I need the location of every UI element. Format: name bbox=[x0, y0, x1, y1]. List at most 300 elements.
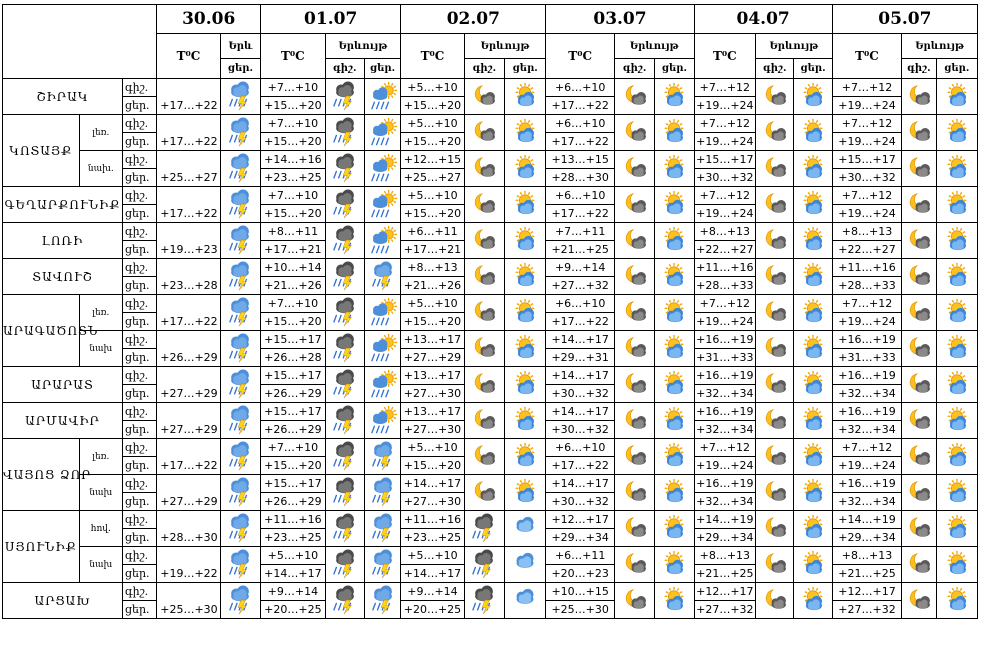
sun-cloud-icon bbox=[505, 475, 546, 511]
day-label: ցեր. bbox=[122, 169, 156, 187]
night-label: գիշ. bbox=[122, 331, 156, 349]
sub-zone-label: նախ bbox=[79, 475, 122, 511]
rain-thunder-icon bbox=[220, 367, 260, 403]
moon-cloud-icon bbox=[464, 259, 504, 295]
moon-cloud-icon bbox=[902, 295, 936, 331]
night-temperature: +16…+19 bbox=[694, 331, 756, 349]
sun-rain-icon bbox=[364, 331, 400, 367]
region-name: ՇԻՐԱԿ bbox=[3, 79, 123, 115]
thunderstorm-icon bbox=[325, 403, 364, 439]
night-temperature: +14…+17 bbox=[546, 475, 615, 493]
night-temperature: +14…+17 bbox=[546, 403, 615, 421]
moon-cloud-icon bbox=[464, 367, 504, 403]
moon-cloud-icon bbox=[464, 475, 504, 511]
rain-thunder-icon bbox=[364, 259, 400, 295]
day-temperature: +20…+25 bbox=[401, 601, 465, 619]
corner-cell bbox=[3, 5, 157, 79]
moon-cloud-icon bbox=[756, 331, 794, 367]
date-header: 02.07 bbox=[401, 5, 546, 34]
moon-cloud-icon bbox=[902, 403, 936, 439]
moon-cloud-icon bbox=[464, 115, 504, 151]
night-temperature: +16…+19 bbox=[832, 403, 902, 421]
temp-header: T⁰C bbox=[157, 34, 221, 79]
moon-cloud-icon bbox=[902, 187, 936, 223]
night-temperature: +11…+16 bbox=[694, 259, 756, 277]
moon-cloud-icon bbox=[464, 331, 504, 367]
night-temperature: +7…+12 bbox=[694, 439, 756, 457]
table-row bbox=[3, 187, 978, 205]
sun-cloud-icon bbox=[505, 259, 546, 295]
sun-cloud-icon bbox=[794, 331, 832, 367]
night-temperature: +13…+17 bbox=[401, 403, 465, 421]
day-temperature: +19…+24 bbox=[694, 133, 756, 151]
night-temperature: +6…+11 bbox=[546, 547, 615, 565]
sun-cloud-icon bbox=[505, 439, 546, 475]
night-temperature: +7…+12 bbox=[694, 295, 756, 313]
night-temperature: +7…+10 bbox=[261, 295, 326, 313]
night-temperature: +5…+10 bbox=[401, 295, 465, 313]
day-temperature: +27…+29 bbox=[157, 475, 221, 511]
temp-header: T⁰C bbox=[401, 34, 465, 79]
sun-cloud-icon bbox=[936, 511, 977, 547]
night-subheader: գիշ. bbox=[902, 59, 936, 79]
night-label: գիշ. bbox=[122, 259, 156, 277]
sun-cloud-icon bbox=[794, 115, 832, 151]
night-temperature: +7…+12 bbox=[694, 79, 756, 97]
region-name: ԱՐԱՐԱՏ bbox=[3, 367, 123, 403]
moon-cloud-icon bbox=[614, 511, 654, 547]
rain-thunder-icon bbox=[220, 115, 260, 151]
night-temperature: +15…+17 bbox=[261, 403, 326, 421]
day-temperature: +27…+30 bbox=[401, 493, 465, 511]
day-temperature: +15…+20 bbox=[401, 97, 465, 115]
day-temperature: +27…+29 bbox=[157, 367, 221, 403]
thunderstorm-icon bbox=[325, 331, 364, 367]
night-temperature: +16…+19 bbox=[832, 475, 902, 493]
night-temperature: +11…+16 bbox=[832, 259, 902, 277]
day-temperature: +29…+34 bbox=[546, 529, 615, 547]
night-temperature: +14…+19 bbox=[694, 511, 756, 529]
moon-cloud-icon bbox=[464, 403, 504, 439]
moon-cloud-icon bbox=[614, 367, 654, 403]
sun-cloud-icon bbox=[655, 547, 694, 583]
cloud-rain-icon bbox=[505, 511, 546, 547]
night-temperature: +5…+10 bbox=[261, 547, 326, 565]
moon-cloud-icon bbox=[756, 547, 794, 583]
sun-rain-icon bbox=[364, 115, 400, 151]
sun-rain-icon bbox=[364, 79, 400, 115]
sun-cloud-icon bbox=[936, 79, 977, 115]
night-temperature: +7…+11 bbox=[546, 223, 615, 241]
sun-cloud-icon bbox=[655, 115, 694, 151]
moon-cloud-icon bbox=[902, 475, 936, 511]
rain-thunder-icon bbox=[220, 511, 260, 547]
day-temperature: +19…+24 bbox=[694, 313, 756, 331]
table-row bbox=[3, 223, 978, 241]
night-temperature: +6…+10 bbox=[546, 295, 615, 313]
sub-zone-label: հով. bbox=[79, 511, 122, 547]
sun-cloud-icon bbox=[505, 79, 546, 115]
sun-cloud-icon bbox=[794, 259, 832, 295]
day-temperature: +19…+24 bbox=[832, 313, 902, 331]
sun-cloud-icon bbox=[505, 295, 546, 331]
moon-cloud-icon bbox=[902, 115, 936, 151]
night-label: գիշ. bbox=[122, 475, 156, 493]
moon-cloud-icon bbox=[614, 259, 654, 295]
day-temperature: +30…+32 bbox=[546, 421, 615, 439]
night-temperature: +14…+19 bbox=[832, 511, 902, 529]
sun-cloud-icon bbox=[505, 223, 546, 259]
day-label: ցեր. bbox=[122, 97, 156, 115]
night-subheader: գիշ. bbox=[464, 59, 504, 79]
table-row bbox=[3, 295, 978, 313]
day-temperature: +27…+32 bbox=[694, 601, 756, 619]
thunderstorm-icon bbox=[464, 583, 504, 619]
day-temperature: +19…+24 bbox=[694, 457, 756, 475]
moon-cloud-icon bbox=[902, 583, 936, 619]
night-temperature: +7…+12 bbox=[694, 115, 756, 133]
day-temperature: +27…+30 bbox=[401, 421, 465, 439]
night-label: գիշ. bbox=[122, 79, 156, 97]
day-temperature: +17…+22 bbox=[546, 457, 615, 475]
night-temperature: +14…+17 bbox=[401, 475, 465, 493]
day-label: ցեր. bbox=[122, 241, 156, 259]
night-temperature: +9…+14 bbox=[401, 583, 465, 601]
night-temperature: +14…+17 bbox=[546, 367, 615, 385]
night-label: գիշ. bbox=[122, 223, 156, 241]
sun-cloud-icon bbox=[655, 223, 694, 259]
thunderstorm-icon bbox=[325, 259, 364, 295]
moon-cloud-icon bbox=[464, 295, 504, 331]
sun-rain-icon bbox=[364, 367, 400, 403]
night-temperature: +13…+17 bbox=[401, 331, 465, 349]
sun-rain-icon bbox=[364, 403, 400, 439]
sun-cloud-icon bbox=[936, 223, 977, 259]
moon-cloud-icon bbox=[464, 187, 504, 223]
day-temperature: +15…+20 bbox=[261, 205, 326, 223]
sun-cloud-icon bbox=[936, 547, 977, 583]
day-temperature: +19…+24 bbox=[832, 97, 902, 115]
night-temperature: +7…+12 bbox=[832, 187, 902, 205]
sun-cloud-icon bbox=[505, 403, 546, 439]
region-name: ԳԵՂԱՐՔՈՒՆԻՔ bbox=[3, 187, 123, 223]
region-name: ՏԱՎՈՒՇ bbox=[3, 259, 123, 295]
sun-cloud-icon bbox=[655, 259, 694, 295]
temp-header: T⁰C bbox=[546, 34, 615, 79]
night-temperature: +14…+17 bbox=[546, 331, 615, 349]
night-temperature: +7…+10 bbox=[261, 439, 326, 457]
day-temperature: +26…+29 bbox=[261, 421, 326, 439]
day-temperature: +21…+26 bbox=[401, 277, 465, 295]
night-temperature: +8…+13 bbox=[832, 547, 902, 565]
day-temperature: +27…+32 bbox=[546, 277, 615, 295]
day-label: ցեր. bbox=[122, 457, 156, 475]
night-temperature: +5…+10 bbox=[401, 79, 465, 97]
day-temperature: +32…+34 bbox=[832, 385, 902, 403]
sun-cloud-icon bbox=[505, 187, 546, 223]
day-temperature: +28…+33 bbox=[832, 277, 902, 295]
night-temperature: +13…+17 bbox=[401, 367, 465, 385]
day-temperature: +14…+17 bbox=[261, 565, 326, 583]
region-name: ԱՐԱԳԱԾՈՏՆ bbox=[3, 295, 80, 367]
day-subheader: ցեր. bbox=[655, 59, 694, 79]
day-label: ցեր. bbox=[122, 601, 156, 619]
day-temperature: +26…+29 bbox=[261, 385, 326, 403]
rain-thunder-icon bbox=[364, 547, 400, 583]
night-temperature: +5…+10 bbox=[401, 187, 465, 205]
thunderstorm-icon bbox=[325, 511, 364, 547]
thunderstorm-icon bbox=[325, 223, 364, 259]
thunderstorm-icon bbox=[325, 439, 364, 475]
night-temperature: +5…+10 bbox=[401, 439, 465, 457]
thunderstorm-icon bbox=[325, 187, 364, 223]
cloud-rain-icon bbox=[505, 583, 546, 619]
night-temperature: +10…+15 bbox=[546, 583, 615, 601]
moon-cloud-icon bbox=[464, 439, 504, 475]
day-temperature: +30…+32 bbox=[546, 385, 615, 403]
night-label: գիշ. bbox=[122, 151, 156, 169]
moon-cloud-icon bbox=[614, 151, 654, 187]
day-temperature: +32…+34 bbox=[832, 493, 902, 511]
moon-cloud-icon bbox=[756, 151, 794, 187]
day-label: ցեր. bbox=[122, 421, 156, 439]
night-temperature: +16…+19 bbox=[694, 367, 756, 385]
day-temperature: +19…+22 bbox=[157, 547, 221, 583]
sun-cloud-icon bbox=[655, 511, 694, 547]
region-name: ԼՈՌԻ bbox=[3, 223, 123, 259]
day-temperature: +27…+32 bbox=[832, 601, 902, 619]
night-label: գիշ. bbox=[122, 511, 156, 529]
night-temperature: +9…+14 bbox=[261, 583, 326, 601]
night-temperature: +8…+11 bbox=[261, 223, 326, 241]
night-temperature: +8…+13 bbox=[694, 547, 756, 565]
forecast-body bbox=[3, 79, 978, 619]
day-temperature: +15…+20 bbox=[401, 313, 465, 331]
day-label: ցեր. bbox=[122, 565, 156, 583]
rain-thunder-icon bbox=[220, 439, 260, 475]
day-temperature: +25…+27 bbox=[401, 169, 465, 187]
night-label: գիշ. bbox=[122, 403, 156, 421]
day-temperature: +23…+25 bbox=[261, 169, 326, 187]
thunderstorm-icon bbox=[464, 547, 504, 583]
night-temperature: +16…+19 bbox=[832, 367, 902, 385]
sun-cloud-icon bbox=[794, 223, 832, 259]
day-temperature: +23…+25 bbox=[261, 529, 326, 547]
day-temperature: +30…+32 bbox=[546, 493, 615, 511]
night-subheader: գիշ. bbox=[756, 59, 794, 79]
night-temperature: +16…+19 bbox=[694, 475, 756, 493]
night-temperature: +8…+13 bbox=[694, 223, 756, 241]
night-subheader: գիշ. bbox=[325, 59, 364, 79]
day-temperature: +15…+20 bbox=[401, 457, 465, 475]
day-label: ցեր. bbox=[122, 529, 156, 547]
moon-cloud-icon bbox=[756, 439, 794, 475]
rain-thunder-icon bbox=[364, 439, 400, 475]
day-label: ցեր. bbox=[122, 277, 156, 295]
day-temperature: +26…+28 bbox=[261, 349, 326, 367]
day-temperature: +17…+22 bbox=[546, 313, 615, 331]
sun-cloud-icon bbox=[936, 403, 977, 439]
day-temperature: +21…+25 bbox=[546, 241, 615, 259]
rain-thunder-icon bbox=[220, 331, 260, 367]
region-name: ՍՅՈՒՆԻՔ bbox=[3, 511, 80, 583]
day-subheader: ցեր. bbox=[936, 59, 977, 79]
phenomenon-header: Երևույթ bbox=[756, 34, 833, 59]
rain-thunder-icon bbox=[220, 583, 260, 619]
night-temperature: +15…+17 bbox=[694, 151, 756, 169]
day-temperature: +30…+32 bbox=[694, 169, 756, 187]
sun-cloud-icon bbox=[505, 151, 546, 187]
rain-thunder-icon bbox=[220, 403, 260, 439]
night-label: գիշ. bbox=[122, 187, 156, 205]
night-temperature: +8…+13 bbox=[832, 223, 902, 241]
night-temperature: +15…+17 bbox=[261, 367, 326, 385]
day-temperature: +14…+17 bbox=[401, 565, 465, 583]
night-temperature: +13…+15 bbox=[546, 151, 615, 169]
day-temperature: +15…+20 bbox=[401, 205, 465, 223]
moon-cloud-icon bbox=[614, 331, 654, 367]
night-label: գիշ. bbox=[122, 547, 156, 565]
day-temperature: +22…+27 bbox=[694, 241, 756, 259]
sun-cloud-icon bbox=[655, 475, 694, 511]
night-temperature: +7…+12 bbox=[832, 295, 902, 313]
table-row bbox=[3, 511, 978, 529]
night-temperature: +7…+12 bbox=[694, 187, 756, 205]
day-temperature: +19…+24 bbox=[832, 133, 902, 151]
night-temperature: +6…+11 bbox=[401, 223, 465, 241]
night-temperature: +10…+14 bbox=[261, 259, 326, 277]
sun-cloud-icon bbox=[794, 547, 832, 583]
sub-zone-label: լեռ. bbox=[79, 115, 122, 151]
day-temperature: +32…+34 bbox=[694, 493, 756, 511]
day-temperature: +23…+28 bbox=[157, 259, 221, 295]
thunderstorm-icon bbox=[325, 583, 364, 619]
rain-thunder-icon bbox=[220, 547, 260, 583]
night-temperature: +5…+10 bbox=[401, 115, 465, 133]
moon-cloud-icon bbox=[614, 223, 654, 259]
thunderstorm-icon bbox=[325, 79, 364, 115]
day-temperature: +27…+30 bbox=[401, 385, 465, 403]
sun-cloud-icon bbox=[794, 583, 832, 619]
night-temperature: +7…+10 bbox=[261, 79, 326, 97]
night-temperature: +16…+19 bbox=[832, 331, 902, 349]
region-name: ԱՐՑԱԽ bbox=[3, 583, 123, 619]
table-row bbox=[3, 259, 978, 277]
moon-cloud-icon bbox=[614, 115, 654, 151]
sun-cloud-icon bbox=[794, 151, 832, 187]
region-name: ԿՈՏԱՅՔ bbox=[3, 115, 80, 187]
sun-rain-icon bbox=[364, 187, 400, 223]
table-row bbox=[3, 115, 978, 133]
moon-cloud-icon bbox=[756, 367, 794, 403]
sun-cloud-icon bbox=[936, 115, 977, 151]
day-temperature: +17…+22 bbox=[157, 439, 221, 475]
date-header: 01.07 bbox=[261, 5, 401, 34]
moon-cloud-icon bbox=[614, 475, 654, 511]
date-header: 04.07 bbox=[694, 5, 832, 34]
day-label: ցեր. bbox=[122, 349, 156, 367]
day-temperature: +17…+22 bbox=[157, 79, 221, 115]
rain-thunder-icon bbox=[220, 259, 260, 295]
region-name: ՎԱՅՈՑ ՁՈՐ bbox=[3, 439, 80, 511]
night-temperature: +12…+17 bbox=[546, 511, 615, 529]
table-row bbox=[3, 403, 978, 421]
sun-cloud-icon bbox=[505, 115, 546, 151]
sun-cloud-icon bbox=[655, 151, 694, 187]
moon-cloud-icon bbox=[614, 403, 654, 439]
table-row bbox=[3, 151, 978, 169]
sun-cloud-icon bbox=[655, 79, 694, 115]
day-label: ցեր. bbox=[122, 313, 156, 331]
day-temperature: +23…+25 bbox=[401, 529, 465, 547]
night-temperature: +6…+10 bbox=[546, 439, 615, 457]
moon-cloud-icon bbox=[902, 511, 936, 547]
day-temperature: +15…+20 bbox=[261, 313, 326, 331]
night-temperature: +6…+10 bbox=[546, 187, 615, 205]
thunderstorm-icon bbox=[325, 151, 364, 187]
moon-cloud-icon bbox=[614, 79, 654, 115]
table-row bbox=[3, 475, 978, 493]
day-temperature: +31…+33 bbox=[832, 349, 902, 367]
date-header: 03.07 bbox=[546, 5, 694, 34]
sub-zone-label: լեռ. bbox=[79, 295, 122, 331]
night-temperature: +7…+10 bbox=[261, 115, 326, 133]
moon-cloud-icon bbox=[464, 151, 504, 187]
day-temperature: +15…+20 bbox=[261, 97, 326, 115]
sun-cloud-icon bbox=[505, 331, 546, 367]
night-temperature: +16…+19 bbox=[694, 403, 756, 421]
rain-thunder-icon bbox=[364, 511, 400, 547]
day-temperature: +19…+24 bbox=[694, 97, 756, 115]
moon-cloud-icon bbox=[902, 367, 936, 403]
day-temperature: +29…+31 bbox=[546, 349, 615, 367]
sun-cloud-icon bbox=[505, 367, 546, 403]
sun-cloud-icon bbox=[794, 79, 832, 115]
night-label: գիշ. bbox=[122, 439, 156, 457]
night-temperature: +6…+10 bbox=[546, 79, 615, 97]
sun-cloud-icon bbox=[936, 331, 977, 367]
moon-cloud-icon bbox=[756, 403, 794, 439]
day-temperature: +15…+20 bbox=[261, 133, 326, 151]
weather-forecast-table bbox=[2, 4, 978, 619]
rain-thunder-icon bbox=[220, 475, 260, 511]
day-label: ցեր. bbox=[122, 133, 156, 151]
rain-thunder-icon bbox=[220, 295, 260, 331]
night-label: գիշ. bbox=[122, 115, 156, 133]
sun-cloud-icon bbox=[794, 295, 832, 331]
moon-cloud-icon bbox=[756, 583, 794, 619]
phenomenon-header: Երևույթ bbox=[464, 34, 546, 59]
day-temperature: +32…+34 bbox=[694, 421, 756, 439]
day-temperature: +26…+29 bbox=[261, 493, 326, 511]
night-temperature: +7…+10 bbox=[261, 187, 326, 205]
day-temperature: +29…+34 bbox=[832, 529, 902, 547]
thunderstorm-icon bbox=[464, 511, 504, 547]
night-temperature: +12…+15 bbox=[401, 151, 465, 169]
sun-cloud-icon bbox=[936, 151, 977, 187]
sun-cloud-icon bbox=[794, 187, 832, 223]
night-temperature: +12…+17 bbox=[832, 583, 902, 601]
moon-cloud-icon bbox=[756, 259, 794, 295]
moon-cloud-icon bbox=[614, 295, 654, 331]
day-temperature: +17…+22 bbox=[157, 115, 221, 151]
moon-cloud-icon bbox=[902, 331, 936, 367]
day-temperature: +25…+30 bbox=[157, 583, 221, 619]
sun-cloud-icon bbox=[794, 439, 832, 475]
moon-cloud-icon bbox=[902, 547, 936, 583]
thunderstorm-icon bbox=[325, 115, 364, 151]
day-temperature: +22…+27 bbox=[832, 241, 902, 259]
